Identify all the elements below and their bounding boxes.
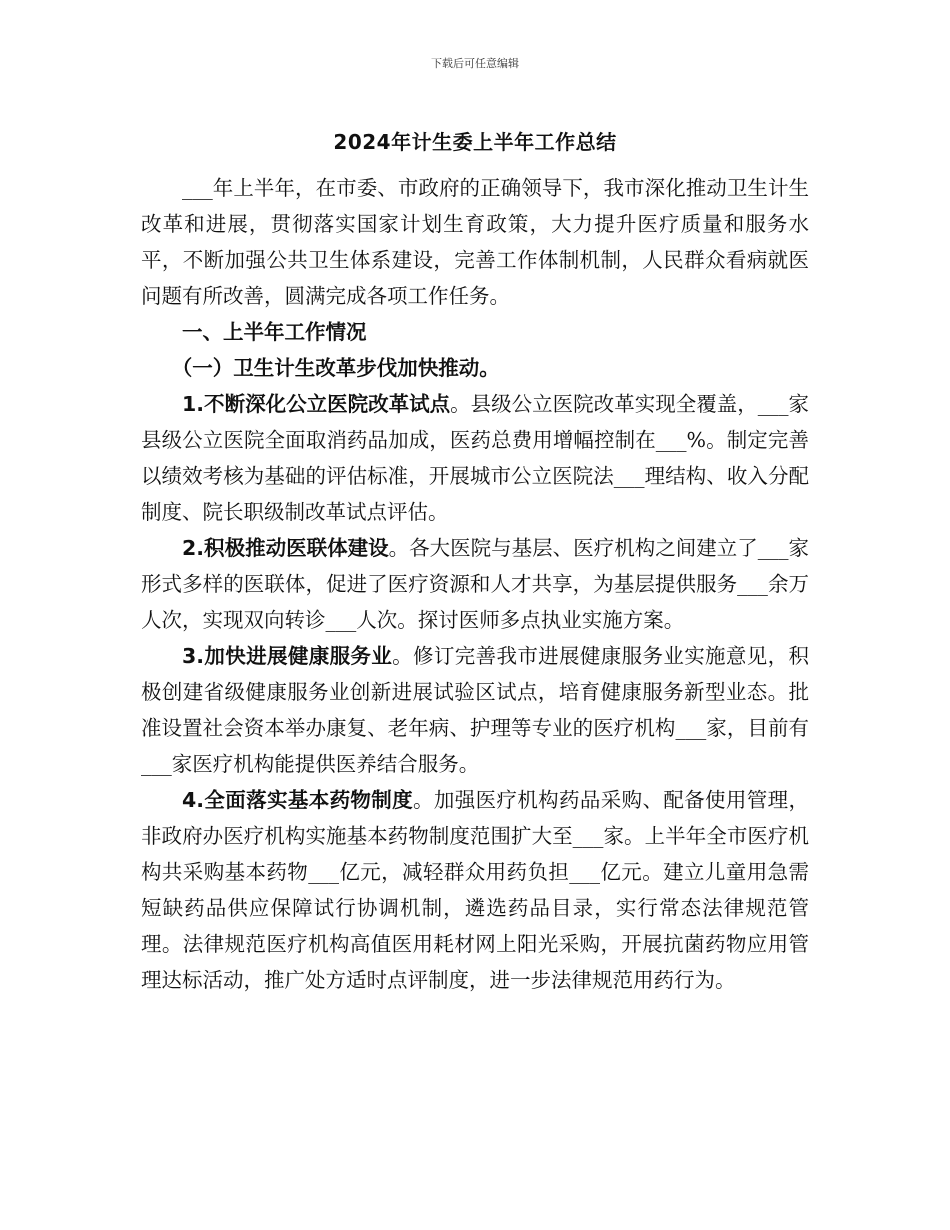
header-note: 下载后可任意编辑 xyxy=(431,57,519,70)
item-lead: 2.积极推动医联体建设 xyxy=(182,536,389,560)
item-lead: 4.全面落实基本药物制度 xyxy=(182,788,414,812)
item-lead: 1.不断深化公立医院改革试点 xyxy=(182,392,451,416)
intro-paragraph: ___年上半年，在市委、市政府的正确领导下，我市深化推动卫生计生改革和进展，贯彻落实国家计划生育政策，大力提升医疗质量和服务水平，不断加强公共卫生体系建设，完善工作体制机制，人民群众看病就医问题有所改善，圆满完成各项工作任务。 xyxy=(141,176,809,308)
item-text: 。县级公立医院改革实现全覆盖，___家县级公立医院全面取消药品加成，医药总费用增幅控制在___%。制定完善以绩效考核为基础的评估标准，开展城市公立医院法___理结构、收入分配制度、院长职级制改革试点评估。 xyxy=(141,392,809,524)
item-paragraph xyxy=(141,386,809,530)
section-heading: 一、上半年工作情况 xyxy=(182,320,367,344)
item-paragraph xyxy=(141,530,809,638)
item-text: 。加强医疗机构药品采购、配备使用管理，非政府办医疗机构实施基本药物制度范围扩大至___家。上半年全市医疗机构共采购基本药物___亿元，减轻群众用药负担___亿元。建立儿童用急需短缺药品供应保障试行协调机制，遴选药品目录，实行常态法律规范管理。法律规范医疗机构高值医用耗材网上阳光采购，开展抗菌药物应用管理达标活动，推广处方适时点评制度，进一步法律规范用药行为。 xyxy=(141,788,809,992)
item-text: 。修订完善我市进展健康服务业实施意见，积极创建省级健康服务业创新进展试验区试点，培育健康服务新型业态。批准设置社会资本举办康复、老年病、护理等专业的医疗机构___家，目前有___家医疗机构能提供医养结合服务。 xyxy=(141,644,809,776)
item-list xyxy=(141,386,809,998)
item-paragraph xyxy=(141,782,809,998)
document-title: 2024年计生委上半年工作总结 xyxy=(333,130,617,154)
document-body xyxy=(141,170,809,998)
item-paragraph xyxy=(141,638,809,782)
subsection-heading: （一）卫生计生改革步伐加快推动。 xyxy=(171,356,500,380)
item-lead: 3.加快进展健康服务业 xyxy=(182,644,393,668)
item-text: 。各大医院与基层、医疗机构之间建立了___家形式多样的医联体，促进了医疗资源和人才共享，为基层提供服务___余万人次，实现双向转诊___人次。探讨医师多点执业实施方案。 xyxy=(141,536,809,632)
